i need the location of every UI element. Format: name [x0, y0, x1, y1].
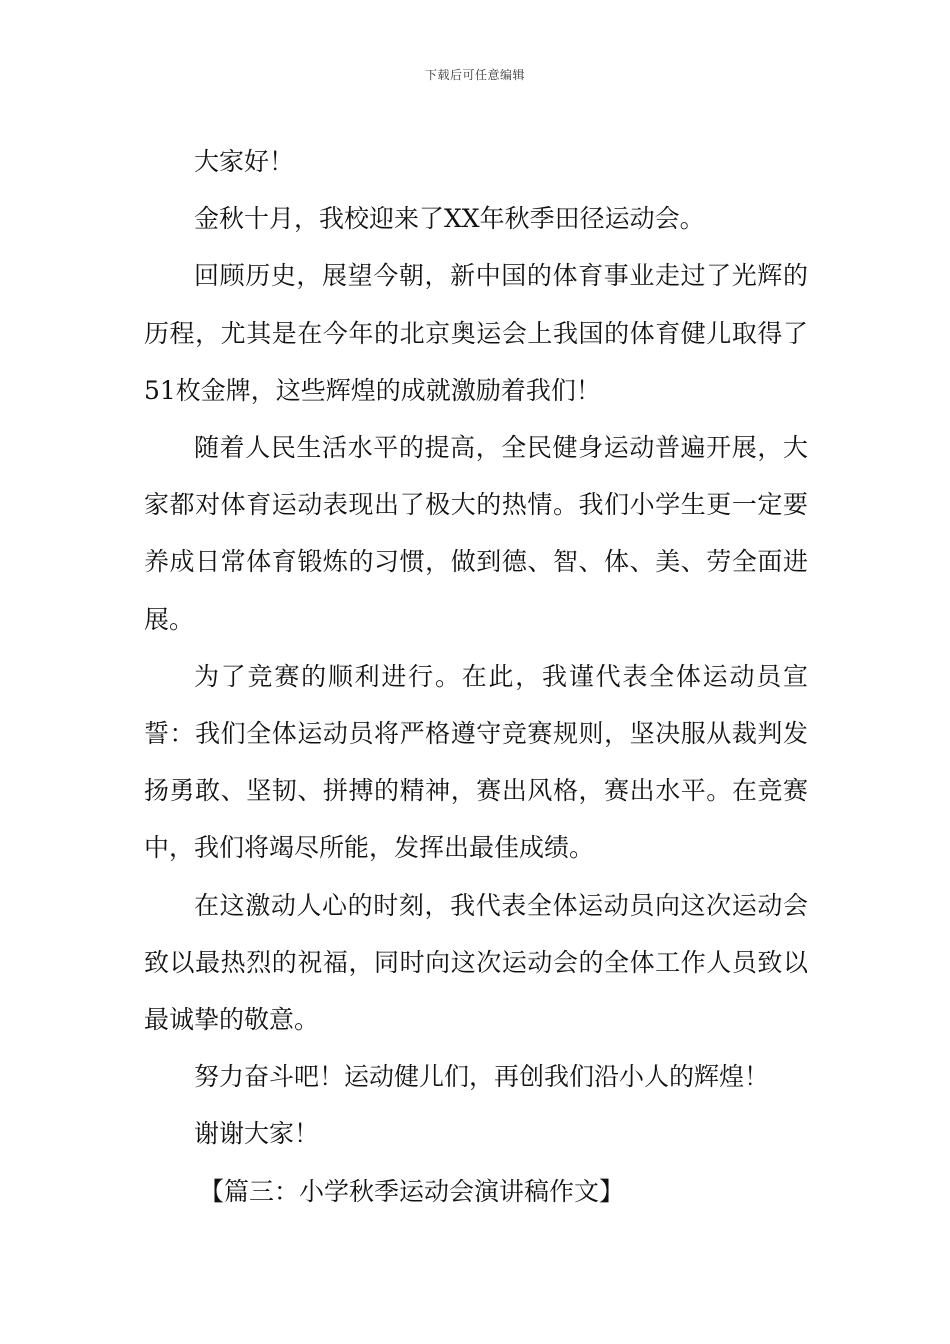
greeting-paragraph: 大家好！ [194, 147, 295, 176]
intro-paragraph: 金秋十月，我校迎来了XX年秋季田径运动会。 [194, 204, 705, 234]
fitness-paragraph: 随着人民生活水平的提高，全民健身运动普遍开展，大家都对体育运动表现出了极大的热情。我们小学生更一定要养成日常体育锻炼的习惯，做到德、智、体、美、劳全面进展。 [144, 433, 808, 634]
document-body [144, 133, 808, 1220]
section-heading: 【篇三：小学秋季运动会演讲稿作文】 [199, 1176, 625, 1206]
page-header-note: 下载后可任意编辑 [424, 68, 525, 82]
encouragement-paragraph: 努力奋斗吧！运动健儿们，再创我们沿小人的辉煌！ [194, 1062, 770, 1092]
blessing-paragraph: 在这激动人心的时刻，我代表全体运动员向这次运动会致以最热烈的祝福，同时向这次运动会的全体工作人员致以最诚挚的敬意。 [144, 890, 808, 1035]
oath-paragraph: 为了竞赛的顺利进行。在此，我谨代表全体运动员宣誓：我们全体运动员将严格遵守竞赛规则，坚决服从裁判发扬勇敢、坚韧、拼搏的精神，赛出风格，赛出水平。在竞赛中，我们将竭尽所能，发挥出最佳成绩。 [144, 661, 808, 863]
thanks-paragraph: 谢谢大家！ [194, 1119, 320, 1149]
history-paragraph: 回顾历史，展望今朝，新中国的体育事业走过了光辉的历程，尤其是在今年的北京奥运会上我国的体育健儿取得了51枚金牌，这些辉煌的成就激励着我们！ [144, 261, 808, 405]
